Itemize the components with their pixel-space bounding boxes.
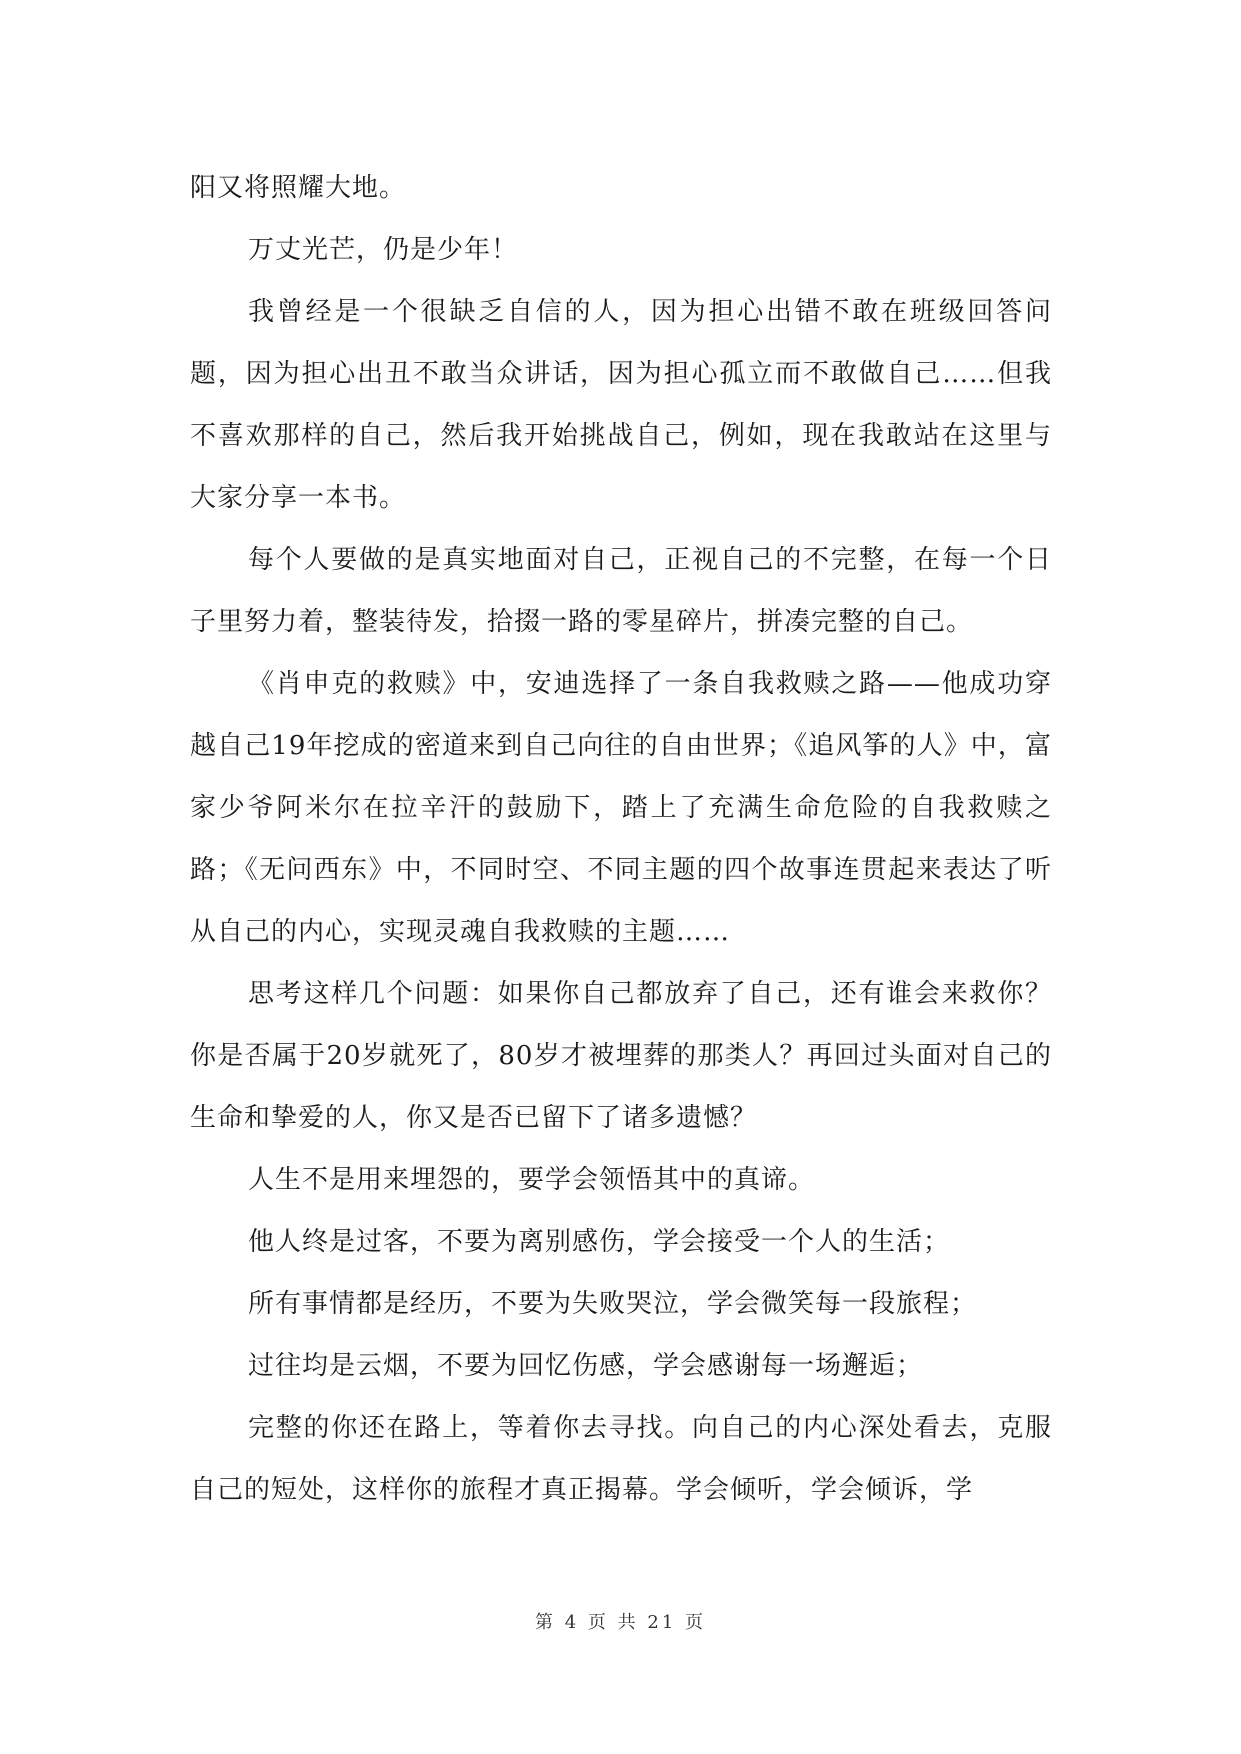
paragraph-2: 万丈光芒，仍是少年！: [248, 235, 519, 265]
paragraph-1: 阳又将照耀大地。: [190, 173, 407, 203]
footer-middle: 页 共: [587, 1612, 639, 1633]
paragraph-8: 他人终是过客，不要为离别感伤，学会接受一个人的生活；: [248, 1227, 951, 1257]
paragraph-4: 每个人要做的是真实地面对自己，正视自己的不完整，在每一个日子里努力着，整装待发，拾掇一路的零星碎片，拼凑完整的自己。: [190, 545, 1052, 637]
paragraph-7: 人生不是用来埋怨的，要学会领悟其中的真谛。: [248, 1165, 816, 1195]
paragraph-10: 过往均是云烟，不要为回忆伤感，学会感谢每一场邂逅；: [248, 1351, 924, 1381]
document-body: [190, 157, 1052, 1521]
paragraph-3: 我曾经是一个很缺乏自信的人，因为担心出错不敢在班级回答问题，因为担心出丑不敢当众讲话，因为担心孤立而不敢做自己……但我不喜欢那样的自己，然后我开始挑战自己，例如，现在我敢站在这里与大家分享一本书。: [190, 297, 1052, 513]
paragraph-11: 完整的你还在路上，等着你去寻找。向自己的内心深处看去，克服自己的短处，这样你的旅程才真正揭幕。学会倾听，学会倾诉，学: [190, 1413, 1052, 1505]
page-footer: [0, 1608, 1241, 1634]
footer-prefix: 第: [534, 1612, 556, 1633]
paragraph-9: 所有事情都是经历，不要为失败哭泣，学会微笑每一段旅程；: [248, 1289, 978, 1319]
footer-suffix: 页: [685, 1612, 707, 1633]
paragraph-5: 《肖申克的救赎》中，安迪选择了一条自我救赎之路——他成功穿越自己19年挖成的密道来到自己向往的自由世界；《追风筝的人》中，富家少爷阿米尔在拉辛汗的鼓励下，踏上了充满生命危险的自我救赎之路；《无问西东》中，不同时空、不同主题的四个故事连贯起来表达了听从自己的内心，实现灵魂自我救赎的主题……: [190, 669, 1052, 947]
current-page-number: 4: [564, 1612, 580, 1633]
total-pages-number: 21: [647, 1612, 677, 1633]
paragraph-6: 思考这样几个问题：如果你自己都放弃了自己，还有谁会来救你？你是否属于20岁就死了，80岁才被埋葬的那类人？再回过头面对自己的生命和挚爱的人，你又是否已留下了诸多遗憾？: [190, 979, 1052, 1133]
